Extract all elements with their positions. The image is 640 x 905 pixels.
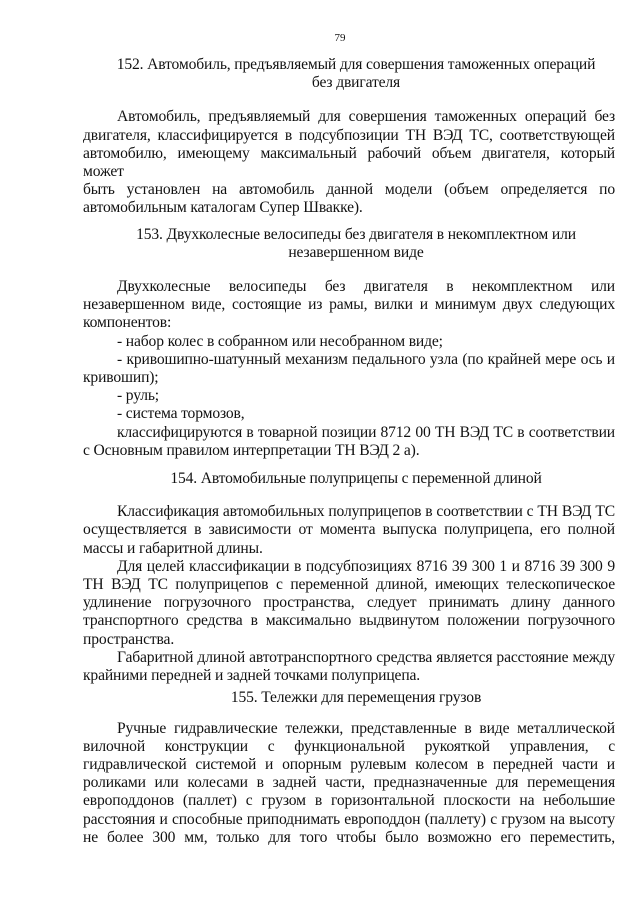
- text-line: европоддонов (паллет) с грузом в горизонтальной плоскости на небольшие: [83, 792, 615, 810]
- text-line: массы и габаритной длины.: [83, 539, 263, 557]
- text-line: Габаритной длиной автотранспортного средства является расстояние между: [117, 648, 615, 666]
- text-line: расстояния и способные приподнимать европоддон (паллету) с грузом на высоту: [83, 810, 615, 828]
- text-line: автомобильным каталогам Супер Швакке).: [83, 199, 363, 217]
- heading-line: незавершенном виде: [288, 243, 424, 261]
- text-line: двигателя, классифицируется в подсубпозиции ТН ВЭД ТС, соответствующей: [83, 126, 615, 144]
- heading-line: без двигателя: [311, 74, 401, 92]
- page-number: 79: [334, 32, 346, 44]
- paragraph: [83, 720, 615, 847]
- paragraph: [83, 649, 615, 685]
- text-line: Классификация автомобильных полуприцепов в соответствии с ТН ВЭД ТС: [117, 503, 615, 521]
- heading-line: 152. Автомобиль, предъявляемый для совершения таможенных операций: [116, 56, 596, 73]
- text-line: Двухколесные велосипеды без двигателя в некомплектном или: [117, 278, 615, 296]
- text-line: крайними передней и задней точками полуприцепа.: [83, 667, 421, 685]
- list-item: - руль;: [117, 387, 159, 405]
- list-item: - набор колес в собранном или несобранном виде;: [117, 332, 443, 350]
- document-body: [83, 56, 615, 847]
- text-line: осуществляется в зависимости от момента выпуска полуприцепа, его полной: [83, 521, 615, 539]
- text-line: вилочной конструкции с функциональной рукояткой управления, с: [83, 737, 615, 755]
- list-item: - кривошипно-шатунный механизм педального узла (по крайней мере ось и: [117, 350, 615, 368]
- section-heading-155: [83, 689, 615, 707]
- heading-line: 154. Автомобильные полуприцепы с переменной длиной: [170, 470, 542, 488]
- paragraph: [83, 503, 615, 558]
- section-heading-152: [83, 56, 615, 92]
- heading-line: 153. Двухколесные велосипеды без двигателя в некомплектном или: [136, 225, 576, 243]
- text-line: с Основным правилом интерпретации ТН ВЭД 2 а).: [83, 441, 420, 459]
- text-line: пространства.: [83, 630, 175, 648]
- text-line: классифицируются в товарной позиции 8712 00 ТН ВЭД ТС в соответствии: [117, 423, 615, 441]
- text-line: роликами или колесами в задней части, предназначенные для перемещения: [83, 774, 615, 792]
- section-heading-153: [83, 226, 615, 262]
- text-line: удлинение погрузочного пространства, следует принимать длину данного: [83, 594, 615, 612]
- text-line: Автомобиль, предъявляемый для совершения таможенных операций без: [117, 108, 615, 126]
- text-line: Ручные гидравлические тележки, представленные в виде металлической: [117, 719, 615, 737]
- text-line: компонентов:: [83, 314, 172, 332]
- text-line: быть установлен на автомобиль данной модели (объем определяется по: [83, 181, 615, 199]
- section-heading-154: [83, 470, 615, 488]
- list-item: - система тормозов,: [117, 405, 245, 423]
- text-line: автомобилю, имеющему максимальный рабочий объем двигателя, который может: [83, 144, 615, 181]
- paragraph: [83, 108, 615, 217]
- text-line: Для целей классификации в подсубпозициях 8716 39 300 1 и 8716 39 300 9: [117, 557, 615, 575]
- paragraph: [83, 558, 615, 649]
- text-line: кривошип);: [83, 369, 159, 387]
- text-line: незавершенном виде, состоящие из рамы, вилки и минимум двух следующих: [83, 296, 615, 314]
- text-line: гидравлической системой и опорным рулевым колесом в передней части и: [83, 755, 615, 773]
- heading-line: 155. Тележки для перемещения грузов: [230, 689, 482, 707]
- text-line: ТН ВЭД ТС полуприцепов с переменной длиной, имеющих телескопическое: [83, 576, 615, 594]
- text-line: транспортного средства в максимально выдвинутом положении погрузочного: [83, 612, 615, 630]
- paragraph: [83, 278, 615, 460]
- text-line: не более 300 мм, только для того чтобы было возможно его переместить,: [83, 828, 615, 846]
